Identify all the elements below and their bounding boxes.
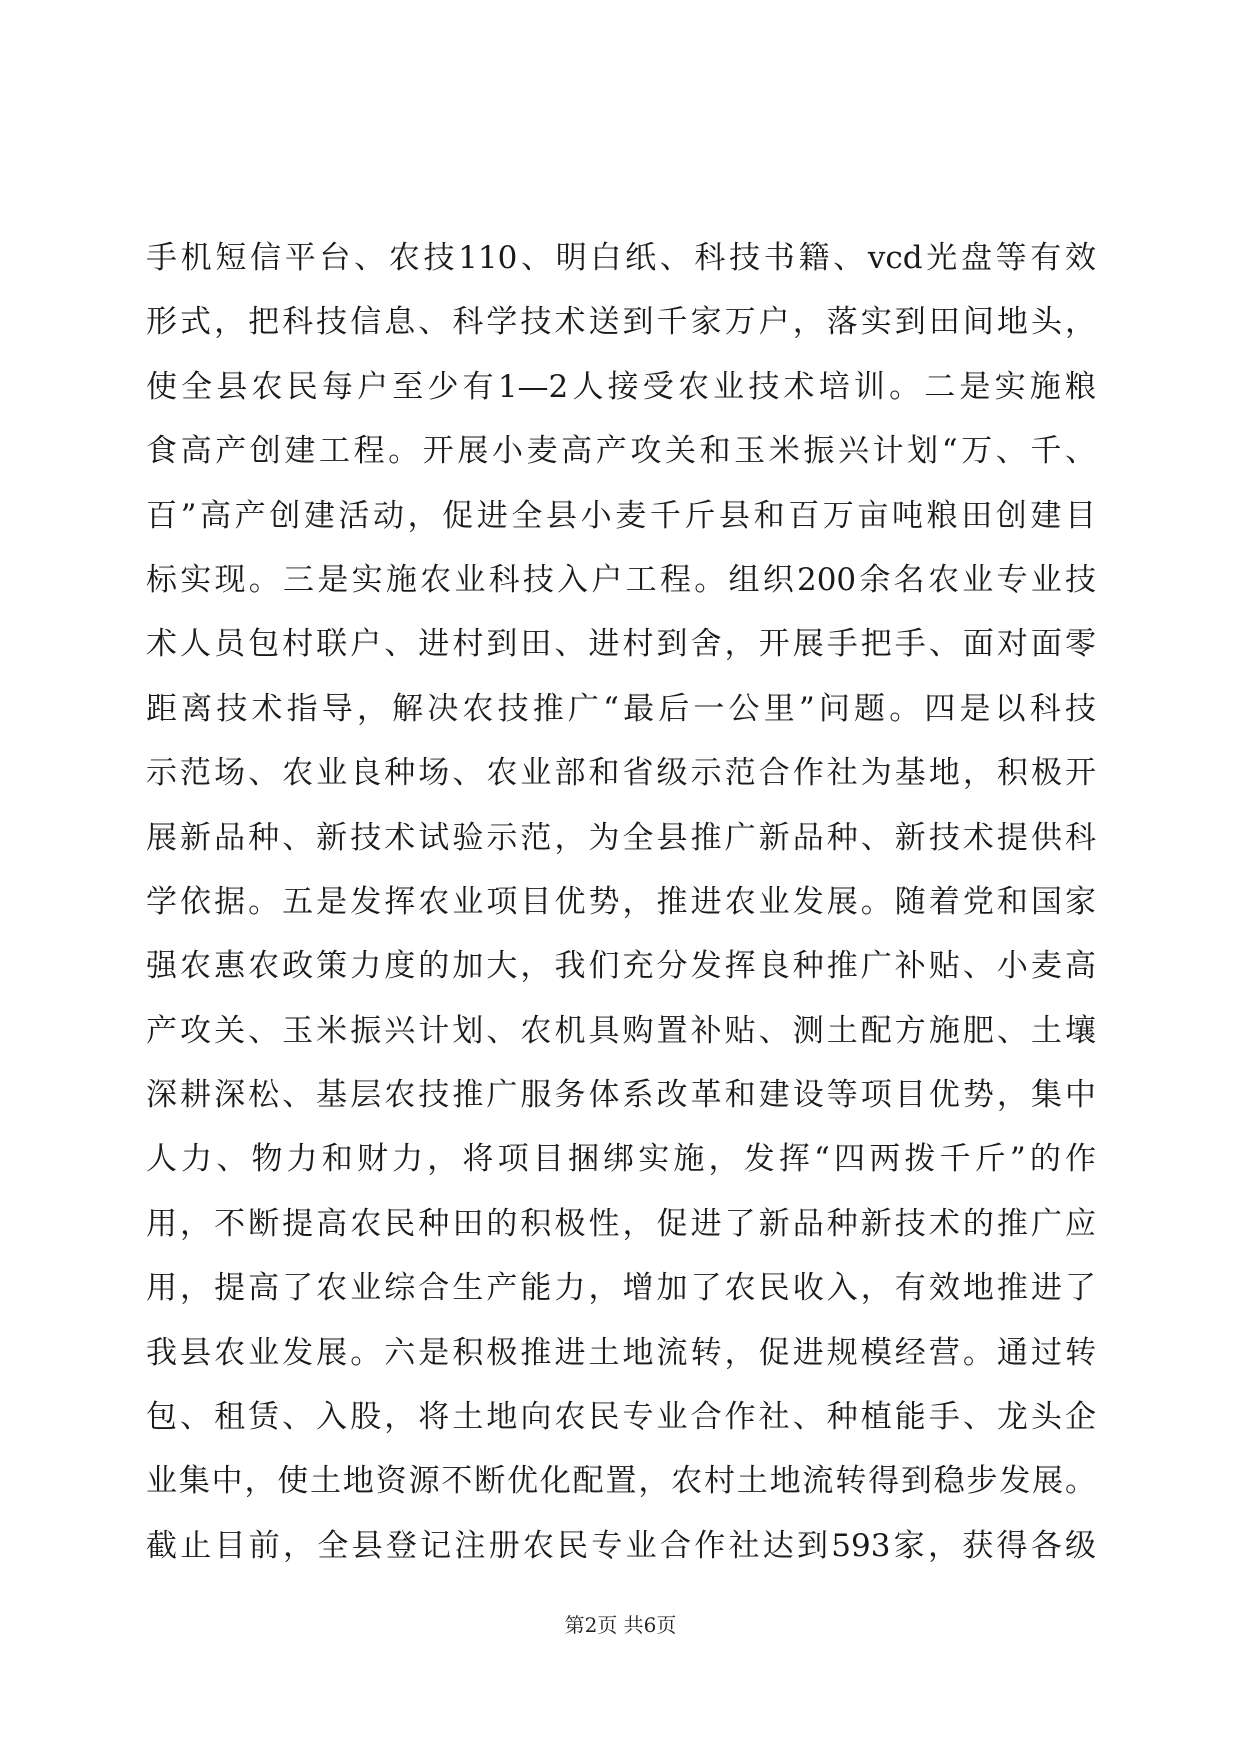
text-line: 深耕深松、基层农技推广服务体系改革和建设等项目优势，集中 — [146, 1077, 1096, 1114]
text-line: 食高产创建工程。开展小麦高产攻关和玉米振兴计划“万、千、 — [146, 433, 1096, 470]
text-line: 学依据。五是发挥农业项目优势，推进农业发展。随着党和国家 — [146, 883, 1096, 920]
text-line: 用，不断提高农民种田的积极性，促进了新品种新技术的推广应 — [146, 1205, 1096, 1242]
page-number-label: 第2页 共6页 — [564, 1613, 677, 1637]
text-line: 术人员包村联户、进村到田、进村到舍，开展手把手、面对面零 — [146, 626, 1096, 663]
text-line: 百”高产创建活动，促进全县小麦千斤县和百万亩吨粮田创建目 — [146, 497, 1096, 534]
body-text — [146, 226, 1096, 1578]
text-line: 展新品种、新技术试验示范，为全县推广新品种、新技术提供科 — [146, 819, 1096, 856]
text-line: 包、租赁、入股，将土地向农民专业合作社、种植能手、龙头企 — [146, 1399, 1096, 1436]
text-line: 使全县农民每户至少有1—2人接受农业技术培训。二是实施粮 — [146, 368, 1096, 405]
text-line: 距离技术指导，解决农技推广“最后一公里”问题。四是以科技 — [146, 690, 1096, 727]
text-line: 示范场、农业良种场、农业部和省级示范合作社为基地，积极开 — [146, 755, 1096, 792]
text-line: 标实现。三是实施农业科技入户工程。组织200余名农业专业技 — [146, 561, 1096, 598]
text-line: 截止目前，全县登记注册农民专业合作社达到593家，获得各级 — [146, 1527, 1096, 1564]
text-line: 强农惠农政策力度的加大，我们充分发挥良种推广补贴、小麦高 — [146, 948, 1096, 985]
text-line: 我县农业发展。六是积极推进土地流转，促进规模经营。通过转 — [146, 1334, 1096, 1371]
text-line: 人力、物力和财力，将项目捆绑实施，发挥“四两拨千斤”的作 — [146, 1141, 1096, 1178]
text-line: 形式，把科技信息、科学技术送到千家万户，落实到田间地头， — [146, 304, 1096, 341]
text-line: 用，提高了农业综合生产能力，增加了农民收入，有效地推进了 — [146, 1270, 1096, 1307]
text-line: 产攻关、玉米振兴计划、农机具购置补贴、测土配方施肥、土壤 — [146, 1012, 1096, 1049]
text-line: 手机短信平台、农技110、明白纸、科技书籍、vcd光盘等有效 — [146, 240, 1096, 276]
text-line: 业集中，使土地资源不断优化配置，农村土地流转得到稳步发展。 — [146, 1463, 1096, 1500]
page-footer — [0, 1611, 1241, 1639]
